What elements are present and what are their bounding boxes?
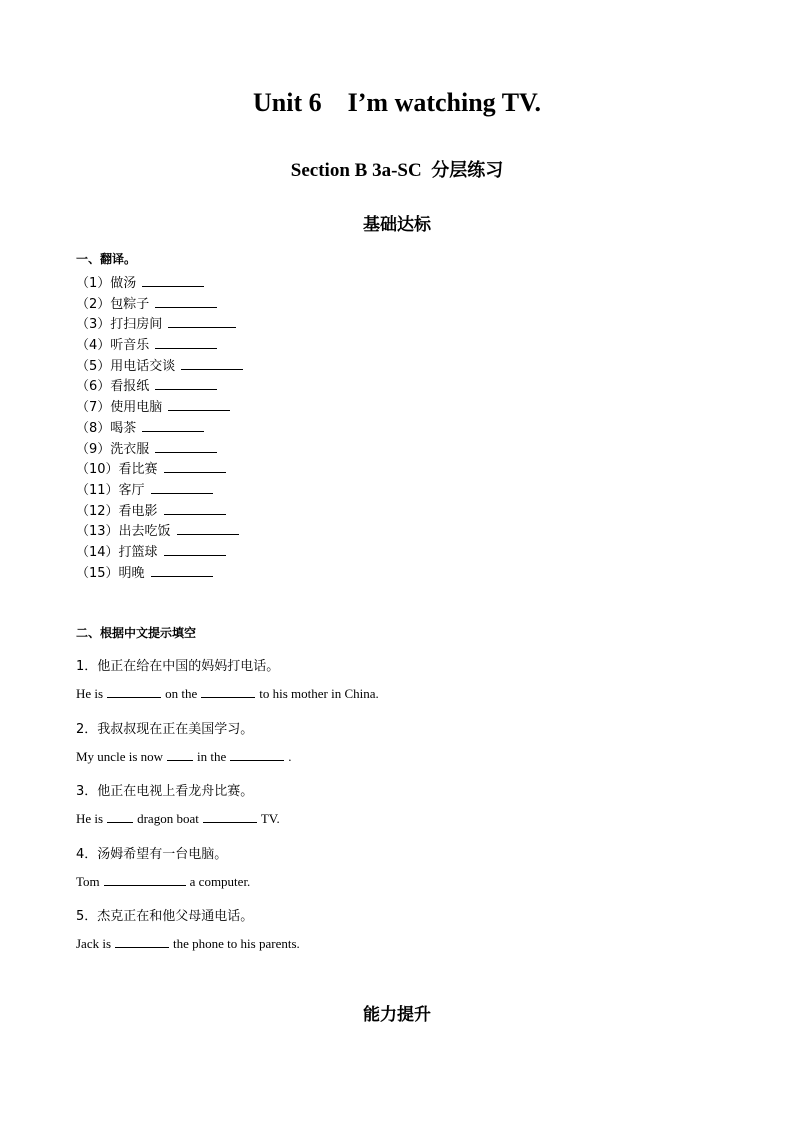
list-item	[76, 274, 243, 295]
answer-blank[interactable]	[142, 275, 204, 287]
answer-blank[interactable]	[168, 399, 230, 411]
item-number: （3）	[76, 317, 111, 333]
answer-blank[interactable]	[115, 937, 169, 948]
list-item	[76, 295, 243, 316]
answer-blank[interactable]	[201, 687, 255, 698]
question-prompt-4: 4．汤姆希望有一台电脑。	[76, 847, 228, 862]
question-sentence-4	[76, 874, 250, 890]
item-number: （12）	[76, 503, 119, 519]
sentence-segment: He is	[76, 686, 104, 701]
list-item	[76, 357, 243, 378]
sentence-segment: TV.	[260, 811, 280, 826]
sentence-segment: on the	[165, 686, 198, 701]
item-number: （9）	[76, 441, 111, 457]
answer-blank[interactable]	[107, 812, 133, 823]
item-number: （2）	[76, 296, 111, 312]
sentence-segment: the phone to his parents.	[173, 936, 300, 951]
answer-blank[interactable]	[155, 441, 217, 453]
answer-blank[interactable]	[167, 750, 193, 761]
list-item	[76, 315, 243, 336]
item-text: 客厅	[118, 482, 145, 498]
level-heading-basic: 基础达标	[363, 215, 431, 235]
item-text: 做汤	[110, 276, 137, 291]
item-number: （1）	[76, 276, 111, 291]
question-prompt-1: 1．他正在给在中国的妈妈打电话。	[76, 659, 280, 674]
answer-blank[interactable]	[142, 420, 204, 432]
answer-blank[interactable]	[107, 687, 161, 698]
question-prompt-3: 3．他正在电视上看龙舟比赛。	[76, 784, 254, 799]
answer-blank[interactable]	[203, 812, 257, 823]
item-text: 看比赛	[118, 462, 158, 478]
sentence-segment: Jack is	[76, 936, 112, 951]
list-item	[76, 502, 243, 523]
item-number: （6）	[76, 379, 111, 395]
sentence-segment: He is	[76, 811, 104, 826]
sentence-segment: to his mother in China.	[259, 686, 379, 701]
list-item	[76, 419, 243, 440]
sentence-segment: in the	[197, 749, 227, 764]
item-text: 打扫房间	[110, 317, 163, 333]
item-number: （8）	[76, 420, 111, 436]
item-text: 包粽子	[110, 296, 150, 312]
list-item	[76, 460, 243, 481]
answer-blank[interactable]	[155, 378, 217, 390]
question-prompt-5: 5．杰克正在和他父母通电话。	[76, 909, 254, 924]
item-text: 明晚	[118, 565, 145, 581]
answer-blank[interactable]	[164, 461, 226, 473]
level-heading-advanced: 能力提升	[363, 1005, 431, 1025]
item-text: 洗衣服	[110, 441, 150, 457]
part2-heading: 二、根据中文提示填空	[76, 626, 197, 640]
item-number: （15）	[76, 565, 119, 581]
question-sentence-1	[76, 686, 379, 702]
section-subtitle	[0, 156, 794, 182]
answer-blank[interactable]	[151, 482, 213, 494]
sentence-segment: a computer.	[189, 874, 251, 889]
question-sentence-2	[76, 749, 292, 765]
item-number: （5）	[76, 358, 111, 374]
answer-blank[interactable]	[230, 750, 284, 761]
answer-blank[interactable]	[155, 296, 217, 308]
sentence-segment: My uncle is now	[76, 749, 164, 764]
list-item	[76, 564, 243, 585]
part1-heading: 一、翻译。	[76, 252, 137, 266]
item-number: （11）	[76, 482, 119, 498]
item-text: 使用电脑	[110, 400, 163, 416]
question-prompt-2: 2．我叔叔现在正在美国学习。	[76, 722, 254, 737]
list-item	[76, 440, 243, 461]
sentence-segment: .	[288, 749, 292, 764]
answer-blank[interactable]	[151, 565, 213, 577]
question-sentence-3	[76, 811, 280, 827]
subtitle-english: Section B 3a-SC	[290, 160, 422, 181]
answer-blank[interactable]	[181, 358, 243, 370]
list-item	[76, 481, 243, 502]
item-number: （4）	[76, 338, 111, 354]
answer-blank[interactable]	[168, 316, 236, 328]
page-title: Unit 6 I’m watching TV.	[253, 88, 541, 117]
list-item	[76, 543, 243, 564]
subtitle-chinese: 分层练习	[431, 160, 504, 181]
item-text: 听音乐	[110, 338, 150, 354]
item-number: （7）	[76, 400, 111, 416]
translation-list	[76, 274, 243, 584]
answer-blank[interactable]	[164, 503, 226, 515]
question-sentence-5	[76, 936, 300, 952]
item-text: 出去吃饭	[118, 524, 171, 540]
list-item	[76, 522, 243, 543]
list-item	[76, 377, 243, 398]
sentence-segment: Tom	[76, 874, 100, 889]
item-text: 用电话交谈	[110, 358, 176, 374]
answer-blank[interactable]	[177, 523, 239, 535]
item-number: （10）	[76, 462, 119, 478]
item-number: （13）	[76, 524, 119, 540]
item-text: 喝茶	[110, 420, 137, 436]
answer-blank[interactable]	[164, 544, 226, 556]
answer-blank[interactable]	[155, 337, 217, 349]
list-item	[76, 398, 243, 419]
item-number: （14）	[76, 544, 119, 560]
answer-blank[interactable]	[104, 875, 186, 886]
sentence-segment: dragon boat	[137, 811, 199, 826]
list-item	[76, 336, 243, 357]
item-text: 打篮球	[118, 544, 158, 560]
item-text: 看报纸	[110, 379, 150, 395]
item-text: 看电影	[118, 503, 158, 519]
